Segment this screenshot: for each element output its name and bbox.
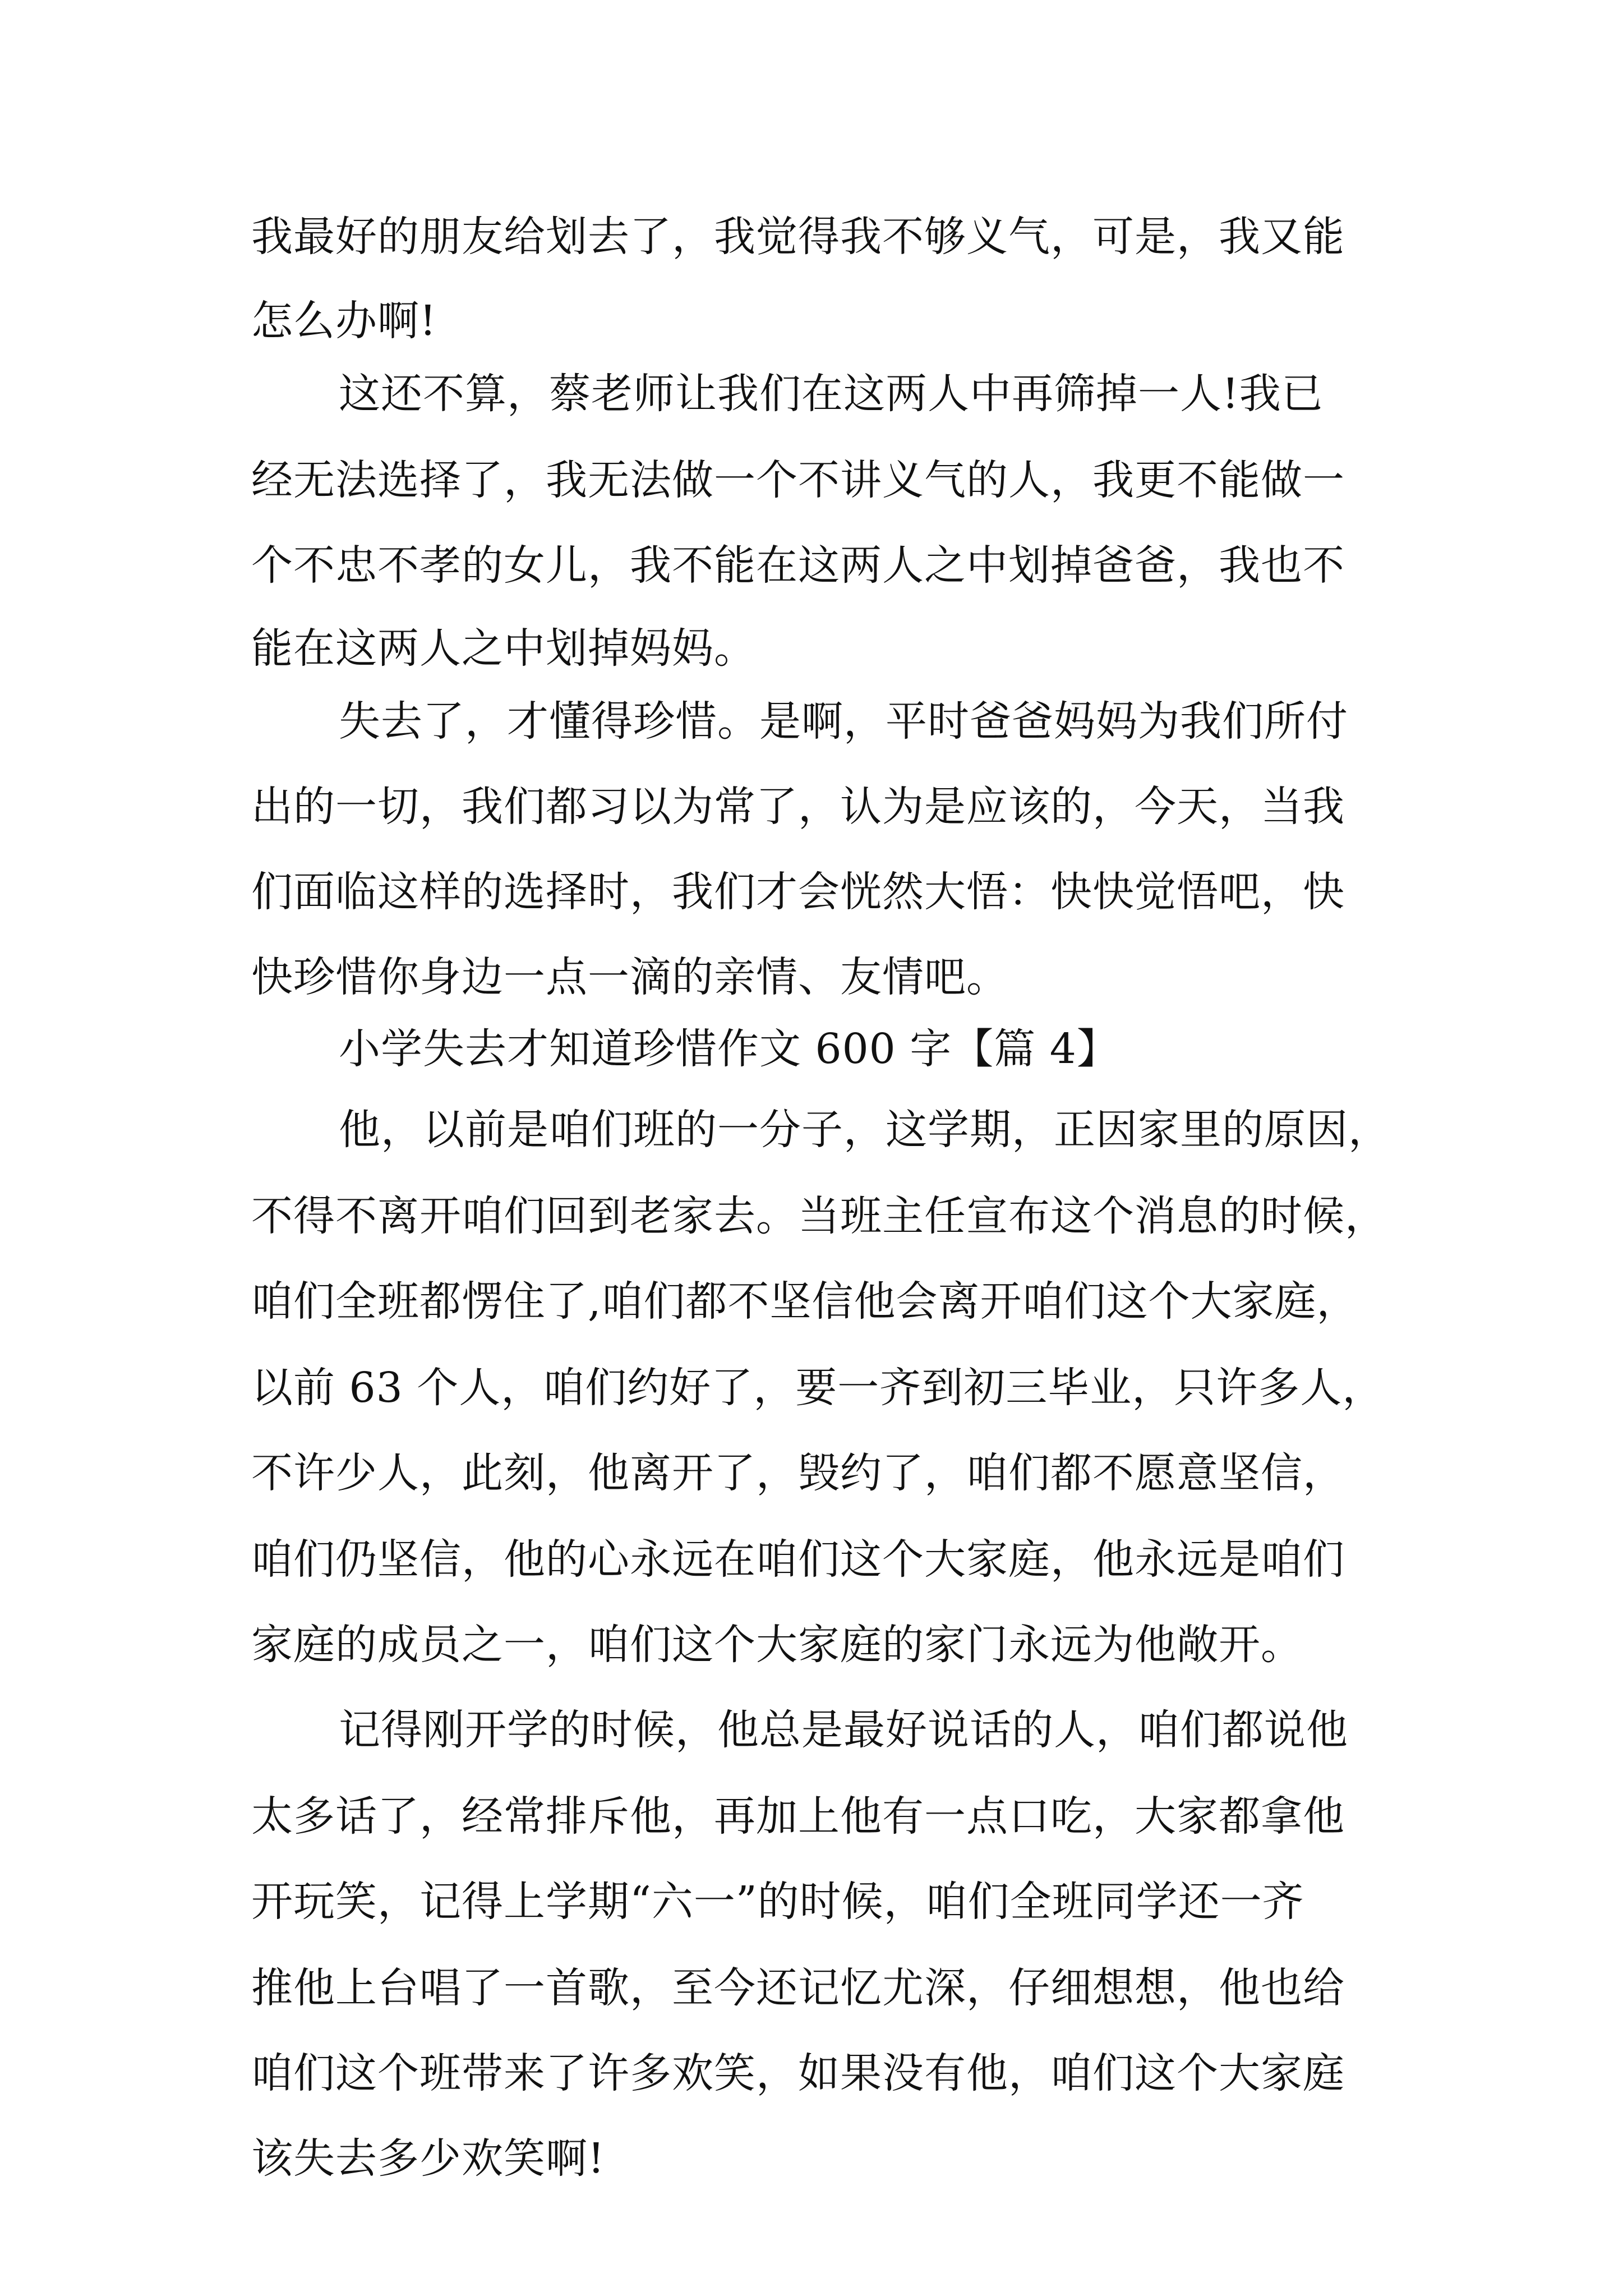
text-line: 不得不离开咱们回到老家去。当班主任宣布这个消息的时候， (251, 1192, 1387, 1240)
paragraph-start-line: 这还不算，蔡老师让我们在这两人中再筛掉一人!我已 (339, 370, 1324, 418)
paragraph-start-line: 记得刚开学的时候，他总是最好说话的人，咱们都说他 (339, 1706, 1348, 1754)
text-line: 咱们仍坚信，他的心永远在咱们这个大家庭，他永远是咱们 (251, 1535, 1345, 1584)
text-line: 太多话了，经常排斥他，再加上他有一点口吃，大家都拿他 (251, 1792, 1345, 1841)
text-line: 我最好的朋友给划去了，我觉得我不够义气，可是，我又能 (251, 213, 1345, 261)
text-line: 经无法选择了，我无法做一个不讲义气的人，我更不能做一 (251, 456, 1345, 504)
paragraph-start-line: 失去了，才懂得珍惜。是啊，平时爸爸妈妈为我们所付 (339, 697, 1348, 746)
text-line: 不许少人，此刻，他离开了，毁约了，咱们都不愿意坚信， (251, 1449, 1345, 1497)
text-line: 快珍惜你身边一点一滴的亲情、友情吧。 (251, 953, 1008, 1001)
text-line: 咱们全班都愣住了,咱们都不坚信他会离开咱们这个大家庭， (251, 1277, 1359, 1326)
text-line: 推他上台唱了一首歌，至今还记忆尤深，仔细想想，他也给 (251, 1964, 1345, 2012)
text-line: 以前 63 个人，咱们约好了，要一齐到初三毕业，只许多人， (251, 1364, 1385, 1412)
text-line: 怎么办啊! (251, 297, 437, 345)
text-line: 能在这两人之中划掉妈妈。 (251, 624, 756, 673)
text-line: 咱们这个班带来了许多欢笑，如果没有他，咱们这个大家庭 (251, 2049, 1345, 2097)
section-heading: 小学失去才知道珍惜作文 600 字【篇 4】 (339, 1025, 1119, 1073)
text-line: 个不忠不孝的女儿，我不能在这两人之中划掉爸爸，我也不 (251, 541, 1345, 590)
text-line: 出的一切，我们都习以为常了，认为是应该的，今天，当我 (251, 783, 1345, 831)
text-line: 该失去多少欢笑啊! (251, 2134, 605, 2183)
text-line: 们面临这样的选择时，我们才会恍然大悟：快快觉悟吧，快 (251, 868, 1345, 916)
text-line: 家庭的成员之一，咱们这个大家庭的家门永远为他敞开。 (251, 1621, 1303, 1669)
paragraph-start-line: 他，以前是咱们班的一分子，这学期，正因家里的原因， (339, 1106, 1390, 1154)
text-line: 开玩笑，记得上学期“六一”的时候，咱们全班同学还一齐 (251, 1878, 1304, 1926)
